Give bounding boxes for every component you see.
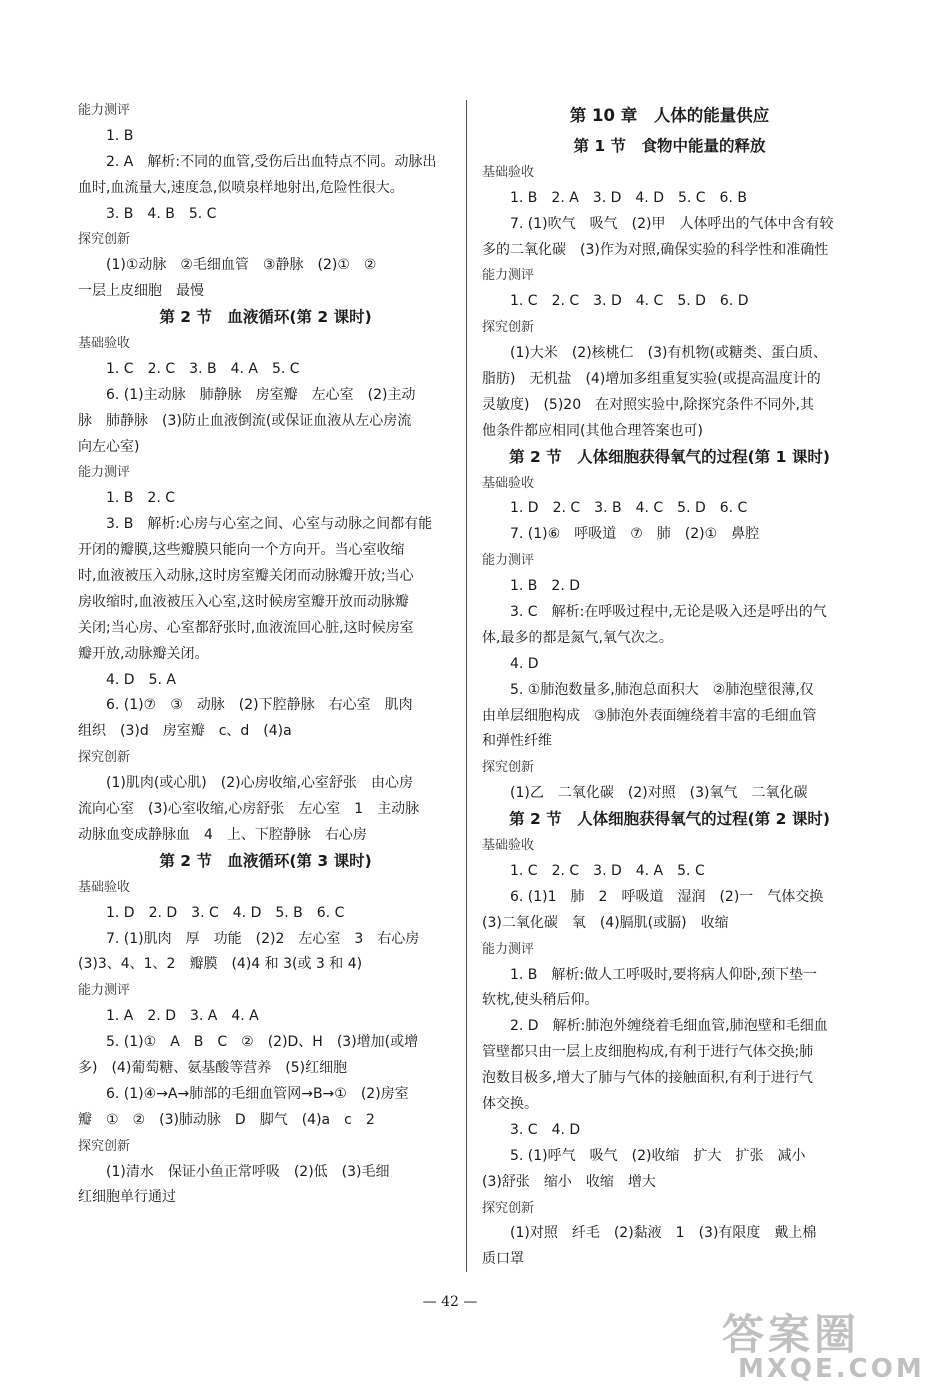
subsection-label: 能力测评 xyxy=(78,465,131,481)
text-line: (1)①动脉 ②毛细血管 ③静脉 (2)① ② xyxy=(106,257,377,274)
text-line: 2. D 解析:肺泡外缠绕着毛细血管,肺泡壁和毛细血 xyxy=(510,1018,828,1035)
text-line: 软枕,使头稍后仰。 xyxy=(482,992,599,1009)
section-heading: 第 2 节 血液循环(第 3 课时) xyxy=(159,851,372,870)
text-line: 6. (1)主动脉 肺静脉 房室瓣 左心室 (2)主动 xyxy=(106,386,416,403)
text-line: 质口罩 xyxy=(482,1251,524,1268)
text-line: 6. (1)1 肺 2 呼吸道 湿润 (2)一 气体交换 xyxy=(510,888,824,905)
text-line: 4. D 5. A xyxy=(106,671,176,688)
text-line: 1. B 2. D xyxy=(510,578,580,595)
text-line: 动脉血变成静脉血 4 上、下腔静脉 右心房 xyxy=(78,826,367,843)
text-line: 2. A 解析:不同的血管,受伤后出血特点不同。动脉出 xyxy=(106,153,437,170)
text-line: 血时,血流量大,速度急,似喷泉样地射出,危险性很大。 xyxy=(78,179,404,196)
text-line: 多) (4)葡萄糖、氨基酸等营养 (5)红细胞 xyxy=(78,1059,348,1076)
text-line: 5. (1)呼气 吸气 (2)收缩 扩大 扩张 减小 xyxy=(510,1147,806,1164)
text-line: 一层上皮细胞 最慢 xyxy=(78,283,204,300)
text-line: 瓣开放,动脉瓣关闭。 xyxy=(78,645,209,662)
text-line: 流向心室 (3)心室收缩,心房舒张 左心室 1 主动脉 xyxy=(78,801,420,818)
text-line: 6. (1)④→A→肺部的毛细血管网→B→① (2)房室 xyxy=(106,1085,409,1102)
text-line: 脂肪) 无机盐 (4)增加多组重复实验(或提高温度计的 xyxy=(482,371,821,388)
text-line: 开闭的瓣膜,这些瓣膜只能向一个方向开。当心室收缩 xyxy=(78,542,405,559)
text-line: 1. C 2. C 3. B 4. A 5. C xyxy=(106,360,300,377)
watermark-logo xyxy=(718,1302,925,1388)
subsection-label: 能力测评 xyxy=(482,268,535,284)
text-line: (1)大米 (2)核桃仁 (3)有机物(或糖类、蛋白质、 xyxy=(510,345,827,362)
text-line: 组织 (3)d 房室瓣 c、d (4)a xyxy=(78,723,292,740)
text-line: 7. (1)肌肉 厚 功能 (2)2 左心室 3 右心房 xyxy=(106,930,420,947)
text-line: 管壁都只由一层上皮细胞构成,有利于进行气体交换;肺 xyxy=(482,1044,814,1061)
text-line: 1. A 2. D 3. A 4. A xyxy=(106,1008,259,1025)
text-line: 3. B 解析:心房与心室之间、心室与动脉之间都有能 xyxy=(106,516,433,533)
text-line: 5. ①肺泡数量多,肺泡总面积大 ②肺泡壁很薄,仅 xyxy=(510,681,814,698)
text-line: 泡数目极多,增大了肺与气体的接触面积,有利于进行气 xyxy=(482,1070,813,1087)
subsection-label: 探究创新 xyxy=(78,750,131,766)
text-line: (3)二氧化碳 氧 (4)膈肌(或膈) 收缩 xyxy=(482,914,729,931)
text-line: 1. B 2. A 3. D 4. D 5. C 6. B xyxy=(510,189,747,206)
text-line: 多的二氧化碳 (3)作为对照,确保实验的科学性和准确性 xyxy=(482,241,829,258)
text-line: (1)乙 二氧化碳 (2)对照 (3)氧气 二氧化碳 xyxy=(510,785,808,802)
watermark-bottom-text: MXQE.COM xyxy=(738,1354,925,1384)
subsection-label: 探究创新 xyxy=(78,232,131,248)
text-line: (1)对照 纤毛 (2)黏液 1 (3)有限度 戴上棉 xyxy=(510,1225,817,1242)
text-line: (3)3、4、1、2 瓣膜 (4)4 和 3(或 3 和 4) xyxy=(78,956,363,973)
left-column xyxy=(78,98,453,1211)
subsection-label: 探究创新 xyxy=(482,1200,535,1216)
text-line: 7. (1)吹气 吸气 (2)甲 人体呼出的气体中含有较 xyxy=(510,215,834,232)
text-line: 1. D 2. C 3. B 4. C 5. D 6. C xyxy=(510,500,748,517)
right-column xyxy=(482,98,857,1273)
text-line: 脉 肺静脉 (3)防止血液倒流(或保证血液从左心房流 xyxy=(78,412,412,429)
text-line: 1. D 2. D 3. C 4. D 5. B 6. C xyxy=(106,904,345,921)
column-divider xyxy=(466,100,467,1272)
section-heading: 第 2 节 人体细胞获得氧气的过程(第 1 课时) xyxy=(509,447,830,466)
text-line: 1. B xyxy=(106,127,134,144)
subsection-label: 能力测评 xyxy=(78,983,131,999)
text-line: 5. (1)① A B C ② (2)D、H (3)增加(或增 xyxy=(106,1034,419,1051)
page-number: — 42 — xyxy=(422,1294,478,1310)
text-line: 6. (1)⑦ ③ 动脉 (2)下腔静脉 右心室 肌肉 xyxy=(106,697,413,714)
text-line: 7. (1)⑥ 呼吸道 ⑦ 肺 (2)① 鼻腔 xyxy=(510,526,760,543)
text-line: 1. B 解析:做人工呼吸时,要将病人仰卧,颈下垫一 xyxy=(510,966,818,983)
text-line: 灵敏度) (5)20 在对照实验中,除探究条件不同外,其 xyxy=(482,396,815,413)
text-line: 1. C 2. C 3. D 4. C 5. D 6. D xyxy=(510,293,749,310)
text-line: 体,最多的都是氮气,氧气次之。 xyxy=(482,629,673,646)
text-line: 红细胞单行通过 xyxy=(78,1189,176,1206)
text-line: 1. C 2. C 3. D 4. A 5. C xyxy=(510,862,705,879)
chapter-title: 第 10 章 人体的能量供应 xyxy=(569,106,770,125)
subsection-label: 探究创新 xyxy=(482,760,535,776)
text-line: 4. D xyxy=(510,655,539,672)
subsection-label: 基础验收 xyxy=(78,336,131,352)
text-line: 关闭;当心房、心室都舒张时,血液流回心脏,这时候房室 xyxy=(78,619,414,636)
section-heading: 第 2 节 血液循环(第 2 课时) xyxy=(159,308,372,327)
subsection-label: 基础验收 xyxy=(482,838,535,854)
text-line: (1)清水 保证小鱼正常呼吸 (2)低 (3)毛细 xyxy=(106,1163,390,1180)
text-line: 3. B 4. B 5. C xyxy=(106,205,217,222)
subsection-label: 能力测评 xyxy=(78,103,131,118)
subsection-label: 能力测评 xyxy=(482,941,535,957)
section-heading: 第 2 节 人体细胞获得氧气的过程(第 2 课时) xyxy=(509,810,830,829)
text-line: (1)肌肉(或心肌) (2)心房收缩,心室舒张 由心房 xyxy=(106,775,414,792)
subsection-label: 基础验收 xyxy=(482,475,535,491)
text-line: 房收缩时,血液被压入心室,这时候房室瓣开放而动脉瓣 xyxy=(78,593,409,610)
text-line: 3. C 解析:在呼吸过程中,无论是吸入还是呼出的气 xyxy=(510,604,827,621)
subsection-label: 探究创新 xyxy=(78,1138,131,1154)
text-line: 和弹性纤维 xyxy=(482,733,552,750)
text-line: 他条件都应相同(其他合理答案也可) xyxy=(482,422,703,439)
text-line: 时,血液被压入动脉,这时房室瓣关闭而动脉瓣开放;当心 xyxy=(78,568,414,585)
text-line: 1. B 2. C xyxy=(106,490,175,507)
text-line: 体交换。 xyxy=(482,1095,538,1112)
text-line: 3. C 4. D xyxy=(510,1121,581,1138)
subsection-label: 基础验收 xyxy=(78,879,131,895)
subsection-label: 探究创新 xyxy=(482,320,535,336)
text-line: (3)舒张 缩小 收缩 增大 xyxy=(482,1173,656,1190)
subsection-label: 基础验收 xyxy=(482,164,535,180)
text-line: 向左心室) xyxy=(78,438,140,455)
section-heading: 第 1 节 食物中能量的释放 xyxy=(573,137,766,155)
text-line: 瓣 ① ② (3)肺动脉 D 脚气 (4)a c 2 xyxy=(78,1111,375,1128)
subsection-label: 能力测评 xyxy=(482,553,535,569)
text-line: 由单层细胞构成 ③肺泡外表面缠绕着丰富的毛细血管 xyxy=(482,707,817,724)
watermark-top-text: 答案圈 xyxy=(722,1310,861,1359)
